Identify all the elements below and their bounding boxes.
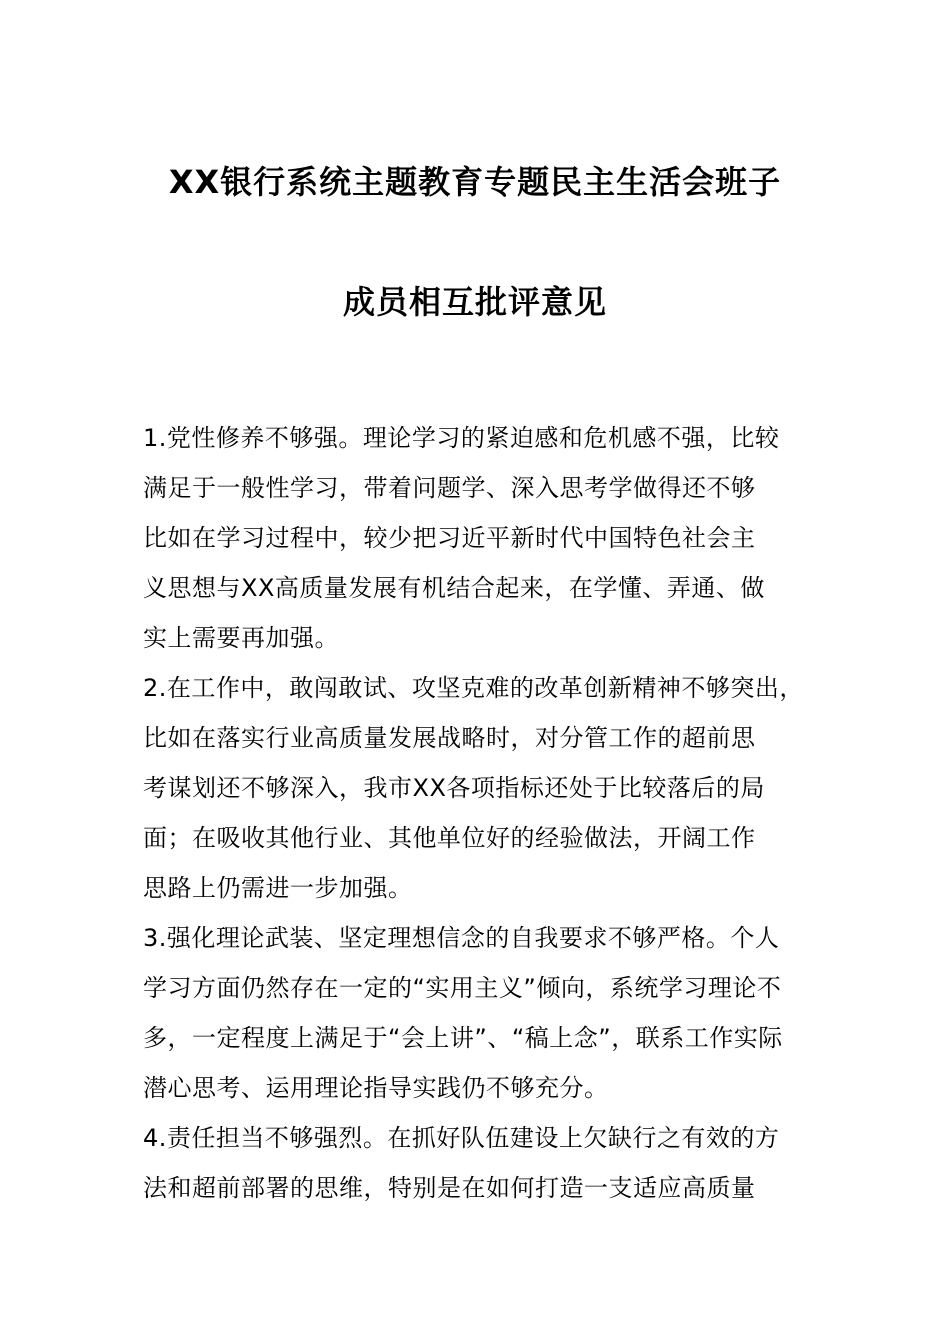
document-title-line-2: 成员相互批评意见 bbox=[342, 283, 607, 321]
body-line: 考谋划还不够深入，我市XX各项指标还处于比较落后的局 bbox=[143, 774, 765, 802]
body-line: 义思想与XX高质量发展有机结合起来，在学懂、弄通、做 bbox=[143, 574, 765, 602]
body-line: 法和超前部署的思维，特别是在如何打造一支适应高质量 bbox=[143, 1174, 756, 1202]
body-line: 满足于一般性学习，带着问题学、深入思考学做得还不够 bbox=[143, 474, 756, 502]
body-line: 面；在吸收其他行业、其他单位好的经验做法，开阔工作 bbox=[143, 824, 756, 852]
body-line: 实上需要再加强。 bbox=[143, 624, 339, 652]
body-line: 比如在落实行业高质量发展战略时，对分管工作的超前思 bbox=[143, 724, 756, 752]
document-title-line-1: XX银行系统主题教育专题民主生活会班子 bbox=[168, 163, 782, 201]
body-line: 学习方面仍然存在一定的“实用主义”倾向，系统学习理论不 bbox=[143, 974, 782, 1002]
body-line: 4.责任担当不够强烈。在抓好队伍建设上欠缺行之有效的方 bbox=[143, 1124, 780, 1152]
body-line: 比如在学习过程中，较少把习近平新时代中国特色社会主 bbox=[143, 524, 756, 552]
body-line: 3.强化理论武装、坚定理想信念的自我要求不够严格。个人 bbox=[143, 924, 780, 952]
body-line: 思路上仍需进一步加强。 bbox=[143, 874, 413, 902]
body-line: 潜心思考、运用理论指导实践仍不够充分。 bbox=[143, 1074, 609, 1102]
body-line: 多，一定程度上满足于“会上讲”、“稿上念”，联系工作实际 bbox=[143, 1024, 783, 1052]
body-line: 1.党性修养不够强。理论学习的紧迫感和危机感不强，比较 bbox=[143, 424, 780, 452]
body-line: 2.在工作中，敢闯敢试、攻坚克难的改革创新精神不够突出， bbox=[143, 674, 804, 702]
